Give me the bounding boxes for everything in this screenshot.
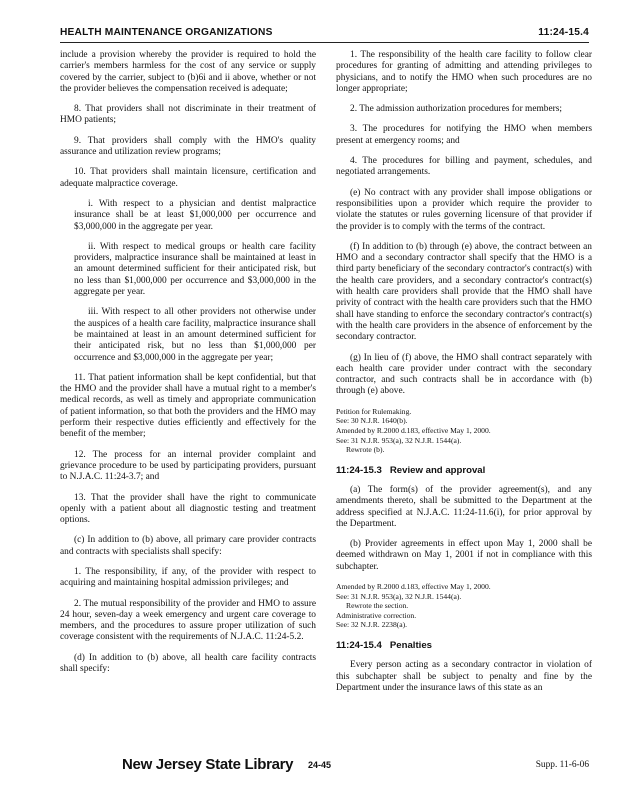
supplement-date: Supp. 11-6-06 (535, 760, 589, 770)
paragraph: include a provision whereby the provider is required to hold the carrier's members harmless for the cost of any service or supply covered by the carrier, subject to (b)6i and ii above, whether or not the provider believes the compensation received is adequate; (60, 50, 316, 94)
library-logo: New Jersey State Library (122, 756, 294, 773)
paragraph: 11. That patient information shall be kept confidential, but that the HMO and the provider shall have a mutual right to a member's medical records, as well as timely and appropriate communication of patient information, so that both the providers and the HMO may perform their respective duties efficiently and effectively for the benefit of the member; (60, 372, 316, 440)
paragraph: (b) Provider agreements in effect upon May 1, 2000 shall be deemed withdrawn on May 1, 2001 if not in compliance with this subchapter. (336, 539, 592, 572)
running-header (60, 24, 589, 43)
section-title: Review and approval (389, 464, 486, 476)
page-footer (60, 756, 589, 778)
paragraph: 9. That providers shall comply with the HMO's quality assurance and utilization review programs; (60, 135, 316, 158)
paragraph: 13. That the provider shall have the right to communicate openly with a patient about all diagnostic testing and treatment options. (60, 492, 316, 526)
paragraph: 12. The process for an internal provider complaint and grievance procedure to be used by participating providers, pursuant to N.J.A.C. 11:24-3.7; and (60, 449, 316, 483)
paragraph: 1. The responsibility, if any, of the provider with respect to acquiring and maintaining hospital admission privileges; and (60, 566, 316, 589)
paragraph: 2. The mutual responsibility of the provider and HMO to assure 24 hour, seven-day a week emergency and urgent care coverage to members, and the procedures to assure proper utilization of such coverage consistent with the requirements of N.J.A.C. 11:24-5.2. (60, 598, 316, 643)
section-heading (336, 465, 592, 476)
paragraph: Every person acting as a secondary contractor in violation of this subchapter shall be subject to penalty and fine by the Department under the insurance laws of this state as an (336, 660, 592, 693)
page-number: 24-45 (308, 760, 332, 770)
paragraph: (f) In addition to (b) through (e) above, the contract between an HMO and a secondary contractor shall specify that the HMO is a third party beneficiary of the secondary contractor's contract(s) with the health care providers, and a secondary contractor's contract(s) with health care providers shall provide that the HMO shall have privity of contract with the health care providers such that the HMO shall have standing to enforce the secondary contractor's contract(s) with the health care providers in the absence of enforcement by the secondary contractor. (336, 241, 592, 343)
section-number: 11:24-15.3 (336, 464, 382, 476)
source-note-line: See: 31 N.J.R. 953(a), 32 N.J.R. 1544(a). (336, 435, 462, 445)
header-title: HEALTH MAINTENANCE ORGANIZATIONS (60, 27, 273, 38)
section-number: 11:24-15.4 (336, 640, 382, 652)
paragraph: i. With respect to a physician and dentist malpractice insurance shall be at least $1,000,000 per occurrence and $3,000,000 in the aggregate per year. (74, 198, 316, 232)
paragraph: iii. With respect to all other providers not otherwise under the auspices of a health care facility, malpractice insurance shall be maintained at least in an amount determined sufficient for their anticipated risk, but no less than $1,000,000 per occurrence and $3,000,000 in the aggregate per year; (74, 307, 316, 363)
paragraph: 8. That providers shall not discriminate in their treatment of HMO patients; (60, 104, 316, 126)
paragraph: 2. The admission authorization procedures for members; (350, 104, 563, 115)
source-note-line: Petition for Rulemaking. (336, 406, 412, 416)
source-note-line: Amended by R.2000 d.183, effective May 1, 2000. (336, 425, 491, 435)
paragraph: (d) In addition to (b) above, all health care facility contracts shall specify: (60, 652, 316, 675)
source-note-line: See: 32 N.J.R. 2238(a). (336, 620, 408, 630)
section-heading (336, 640, 592, 651)
left-column (60, 50, 316, 684)
source-note-line: Amended by R.2000 d.183, effective May 1, 2000. (336, 582, 491, 592)
header-section-number: 11:24-15.4 (538, 27, 589, 38)
source-note-line: Administrative correction. (336, 610, 417, 620)
source-note-line: Rewrote (b). (346, 445, 385, 455)
paragraph: (e) No contract with any provider shall impose obligations or responsibilities upon a provider which require the provider to violate the statutes or rules governing licensure of that provider if the provider is to comply with the terms of the contract. (336, 187, 592, 232)
paragraph: 4. The procedures for billing and payment, schedules, and negotiated arrangements. (336, 156, 592, 178)
paragraph: (g) In lieu of (f) above, the HMO shall contract separately with each health care provider under contract with the secondary contractor, and such contracts shall be in accordance with (b) through (e) above. (336, 352, 592, 397)
source-note-line: See: 31 N.J.R. 953(a), 32 N.J.R. 1544(a). (336, 591, 462, 601)
source-note-line: See: 30 N.J.R. 1640(b). (336, 416, 408, 426)
paragraph: 10. That providers shall maintain licensure, certification and adequate malpractice coverage. (60, 167, 316, 189)
right-column (336, 50, 592, 703)
source-note (336, 407, 592, 455)
source-note (336, 582, 592, 630)
paragraph: (a) The form(s) of the provider agreement(s), and any amendments thereto, shall be submitted to the Department at the address specified at N.J.A.C. 11:24-11.6(i), for prior approval by the Department. (336, 484, 592, 529)
paragraph: (c) In addition to (b) above, all primary care provider contracts and contracts with specialists shall specify: (60, 535, 316, 557)
paragraph: 3. The procedures for notifying the HMO when members present at emergency rooms; and (336, 124, 592, 146)
paragraph: 1. The responsibility of the health care facility to follow clear procedures for granting of admitting and attending privileges to physicians, and to notify the HMO when such procedures are no longer appropriate; (336, 50, 592, 94)
section-title: Penalties (389, 640, 433, 652)
source-note-line: Rewrote the section. (346, 601, 409, 611)
paragraph: ii. With respect to medical groups or health care facility providers, malpractice insurance shall be maintained at least in an amount determined sufficient for their anticipated risk, but no less than $1,000,000 per occurrence and $3,000,000 in the aggregate per year. (74, 241, 316, 298)
